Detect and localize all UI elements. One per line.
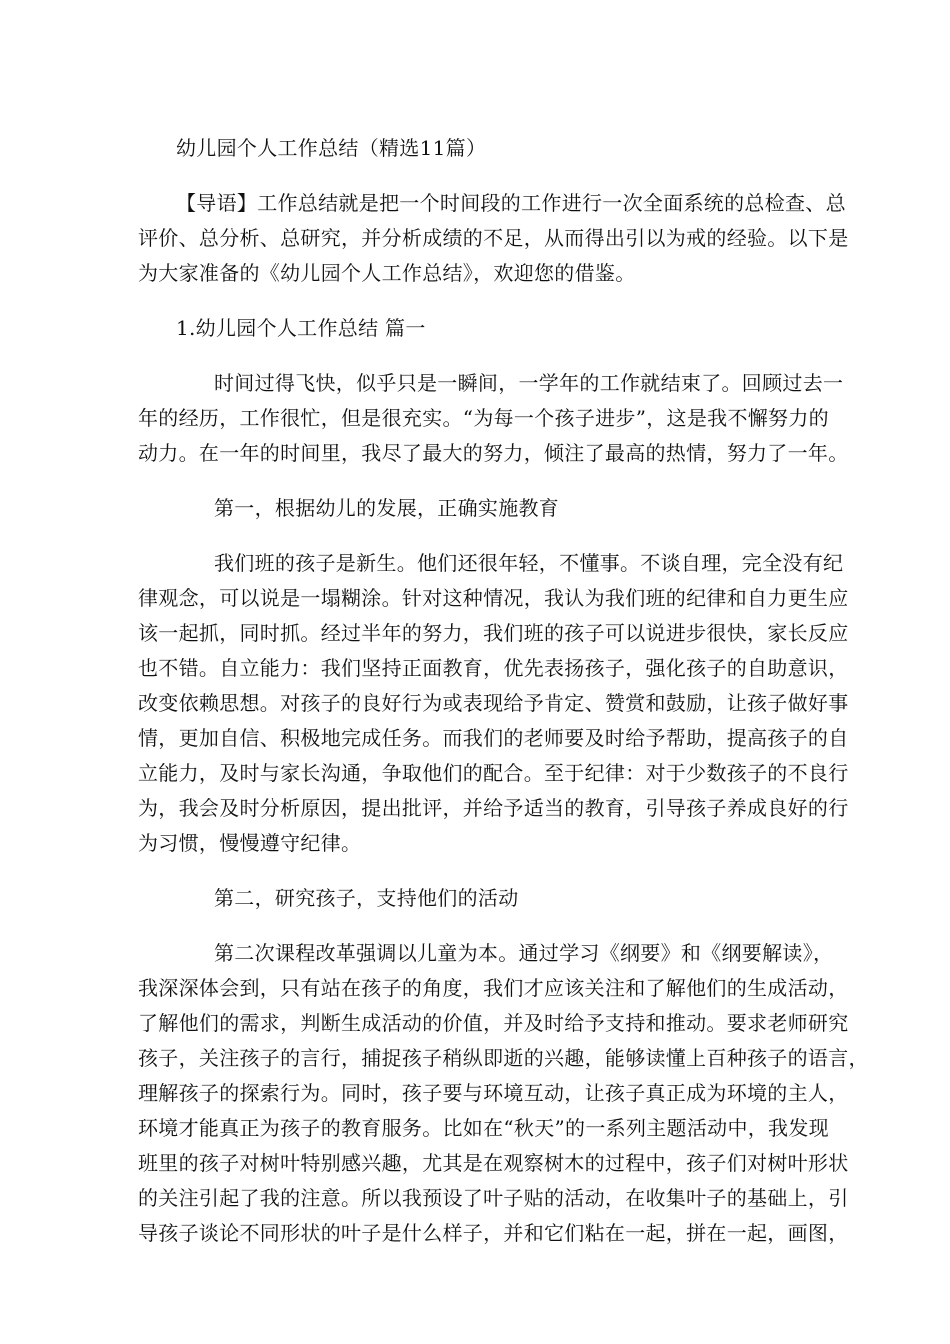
para1-line-2: 年的经历，工作很忙，但是很充实。“为每一个孩子进步”，这是我不懈努力的 [138,406,829,430]
intro-line-3: 为大家准备的《幼儿园个人工作总结》，欢迎您的借鉴。 [138,261,636,285]
para3-line-8: 的关注引起了我的注意。所以我预设了叶子贴的活动，在收集叶子的基础上，引 [138,1186,849,1210]
para2-line-1: 我们班的孩子是新生。他们还很年轻，不懂事。不谈自理，完全没有纪 [214,551,844,575]
intro-line-2: 评价、总分析、总研究，并分析成绩的不足，从而得出引以为戒的经验。以下是 [138,226,849,250]
intro-line-1: 【导语】工作总结就是把一个时间段的工作进行一次全面系统的总检查、总 [176,191,846,215]
para3-line-1: 第二次课程改革强调以儿童为本。通过学习《纲要》和《纲要解读》， [214,941,834,965]
para1-line-3: 动力。在一年的时间里，我尽了最大的努力，倾注了最高的热情，努力了一年。 [138,441,849,465]
para1-line-1: 时间过得飞快，似乎只是一瞬间，一学年的工作就结束了。回顾过去一 [214,371,844,395]
para2-line-5: 改变依赖思想。对孩子的良好行为或表现给予肯定、赞赏和鼓励，让孩子做好事 [138,691,849,715]
para2-line-8: 为，我会及时分析原因，提出批评，并给予适当的教育，引导孩子养成良好的行 [138,796,849,820]
para2-line-2: 律观念，可以说是一塌糊涂。针对这种情况，我认为我们班的纪律和自力更生应 [138,586,849,610]
subheading-2: 第二，研究孩子，支持他们的活动 [214,886,519,910]
section-heading: 1.幼儿园个人工作总结 篇一 [176,316,426,340]
para3-line-2: 我深深体会到，只有站在孩子的角度，我们才应该关注和了解他们的生成活动， [138,976,849,1000]
para3-line-3: 了解他们的需求，判断生成活动的价值，并及时给予支持和推动。要求老师研究 [138,1011,849,1035]
document-title: 幼儿园个人工作总结（精选11篇） [176,136,487,160]
para2-line-7: 立能力，及时与家长沟通，争取他们的配合。至于纪律：对于少数孩子的不良行 [138,761,849,785]
subheading-1: 第一，根据幼儿的发展，正确实施教育 [214,496,560,520]
para3-line-5: 理解孩子的探索行为。同时，孩子要与环境互动，让孩子真正成为环境的主人， [138,1081,849,1105]
para2-line-4: 也不错。自立能力：我们坚持正面教育，优先表扬孩子，强化孩子的自助意识， [138,656,849,680]
para3-line-4: 孩子，关注孩子的言行，捕捉孩子稍纵即逝的兴趣，能够读懂上百种孩子的语言， [138,1046,869,1070]
para3-line-9: 导孩子谈论不同形状的叶子是什么样子，并和它们粘在一起，拼在一起，画图， [138,1221,849,1245]
para2-line-9: 为习惯，慢慢遵守纪律。 [138,831,362,855]
para2-line-6: 情，更加自信、积极地完成任务。而我们的老师要及时给予帮助，提高孩子的自 [138,726,849,750]
para3-line-6: 环境才能真正为孩子的教育服务。比如在“秋天”的一系列主题活动中，我发现 [138,1116,829,1140]
para3-line-7: 班里的孩子对树叶特别感兴趣，尤其是在观察树木的过程中，孩子们对树叶形状 [138,1151,849,1175]
para2-line-3: 该一起抓，同时抓。经过半年的努力，我们班的孩子可以说进步很快，家长反应 [138,621,849,645]
